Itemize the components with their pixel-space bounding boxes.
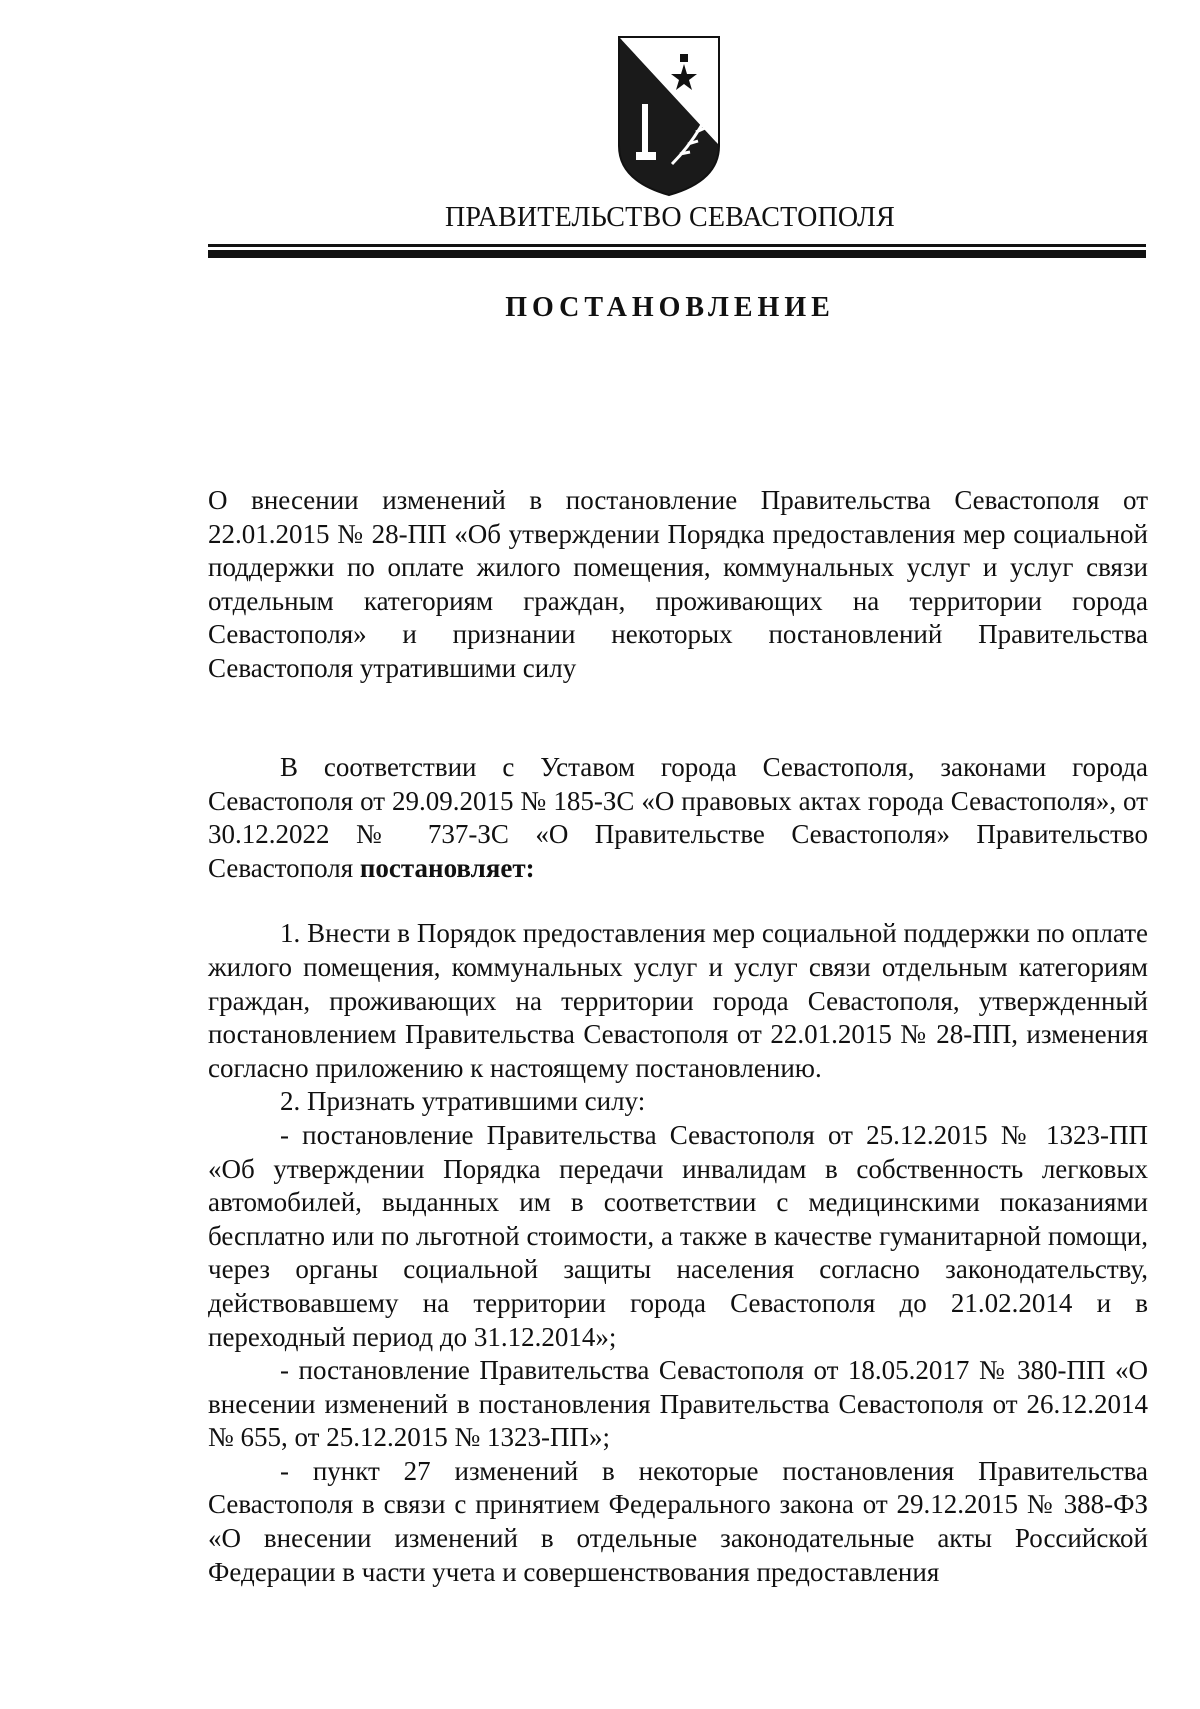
item-2: 2. Признать утратившими силу:	[280, 1086, 646, 1117]
repealed-item-1: - постановление Правительства Севастополя от 25.12.2015 № 1323-ПП «Об утверждении Порядка передачи инвалидам в собственность легковых автомобилей, выданных им в соответствии с медицинскими показаниями бесплатно или по льготной стоимости, а также в качестве гуманитарной помощи, через органы социальной защиты населения согласно законодательству, действовавшему на территории города Севастополя до 21.02.2014 и в переходный период до 31.12.2014»;	[208, 1119, 1148, 1352]
organization-title: ПРАВИТЕЛЬСТВО СЕВАСТОПОЛЯ	[444, 202, 896, 233]
preamble-text: В соответствии с Уставом города Севастополя, законами города Севастополя от 29.09.2015 № 185-ЗС «О правовых актах города Севастополя», от 30.12.2022 № 737-ЗС «О Правительстве Севастополя» Правительство Севастополя	[208, 752, 1148, 883]
header-divider-thin	[208, 244, 1146, 247]
preamble-paragraph	[208, 751, 1148, 885]
repealed-item-2: - постановление Правительства Севастополя от 18.05.2017 № 380-ПП «О внесении изменений в постановления Правительства Севастополя от 26.12.2014 № 655, от 25.12.2015 № 1323-ПП»;	[208, 1355, 1148, 1453]
header-divider-thick	[208, 250, 1146, 258]
sevastopol-coat-of-arms-icon	[612, 34, 726, 198]
decree-word: постановляет:	[359, 852, 535, 883]
document-subject: О внесении изменений в постановление Правительства Севастополя от 22.01.2015 № 28-ПП «Об утверждении Порядка предоставления мер социальной поддержки по оплате жилого помещения, коммунальных услуг и услуг связи отдельным категориям граждан, проживающих на территории города Севастополя» и признании некоторых постановлений Правительства Севастополя утратившими силу	[208, 485, 1148, 683]
item-1: 1. Внести в Порядок предоставления мер социальной поддержки по оплате жилого помещения, коммунальных услуг и услуг связи отдельным категориям граждан, проживающих на территории города Севастополя, утвержденный постановлением Правительства Севастополя от 22.01.2015 № 28-ПП, изменения согласно приложению к настоящему постановлению.	[208, 918, 1148, 1083]
document-body	[208, 751, 1148, 1589]
repealed-item-3: - пункт 27 изменений в некоторые постановления Правительства Севастополя в связи с принятием Федерального закона от 29.12.2015 № 388-ФЗ «О внесении изменений в отдельные законодательные акты Российской Федерации в части учета и совершенствования предоставления	[208, 1455, 1148, 1587]
document-type: ПОСТАНОВЛЕНИЕ	[505, 292, 835, 323]
